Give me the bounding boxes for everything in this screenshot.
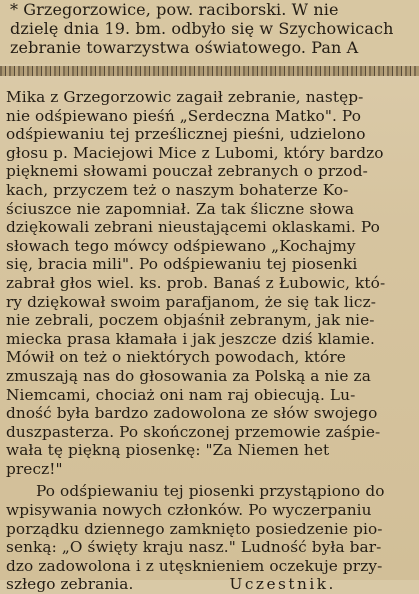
text-line: Niemcami, chociaż oni nam raj obiecują. Lu- xyxy=(6,385,356,404)
article-body xyxy=(0,88,419,594)
text-line: dność była bardzo zadowolona ze słów swojego xyxy=(6,404,378,423)
fragment-line: zebranie towarzystwa oświatowego. Pan A xyxy=(10,38,359,57)
text-line: ściuszce nie zapomniał. Za tak śliczne słowa xyxy=(6,199,355,218)
text-line: odśpiewaniu tej prześlicznej pieśni, udzielono xyxy=(6,125,366,144)
text-line: wpisywania nowych członków. Po wyczerpaniu xyxy=(6,501,372,520)
text-line: zmuszają nas do głosowania za Polską a nie za xyxy=(6,366,371,385)
fragment-line: dzielę dnia 19. bm. odbyło się w Szychowicach xyxy=(10,19,394,38)
text-line: Mówił on też o niektórych powodach, które xyxy=(6,348,346,367)
text-line: porządku dziennego zamknięto posiedzenie pio- xyxy=(6,519,383,538)
text-line: precz!" xyxy=(6,459,63,478)
text-line: głosu p. Maciejowi Mice z Lubomi, który bardzo xyxy=(6,143,384,162)
text-line: duszpasterza. Po skończonej przemowie zaśpie- xyxy=(6,422,381,441)
previous-article-fragment xyxy=(0,0,419,64)
text-line: nie odśpiewano pieśń „Serdeczna Matko". Po xyxy=(6,106,362,125)
text-line: ry dziękował swoim parafjanom, że się tak licz- xyxy=(6,292,377,311)
fragment-line: * Grzegorzowice, pow. raciborski. W nie xyxy=(10,0,339,19)
text-line: słowach tego mówcy odśpiewano „Kochajmy xyxy=(6,236,356,255)
closing-text: szłego zebrania. xyxy=(6,575,134,594)
author-signature: Uczestnik. xyxy=(229,575,336,594)
text-line: się, bracia mili". Po odśpiewaniu tej piosenki xyxy=(6,255,358,274)
text-line: senką: „O święty kraju nasz." Ludność była bar- xyxy=(6,538,382,557)
closing-line xyxy=(6,575,413,594)
text-line: zabrał głos wiel. ks. prob. Banaś z Łubowic, któ- xyxy=(6,273,386,292)
text-line: dziękowali zebrani nieustającemi oklaskami. Po xyxy=(6,218,380,237)
torn-edge-divider xyxy=(0,66,419,76)
text-line: nie zebrali, poczem objaśnił zebranym, jak nie- xyxy=(6,311,375,330)
text-line: Mika z Grzegorzowic zagaił zebranie, następ- xyxy=(6,88,364,106)
text-line: Po odśpiewaniu tej piosenki przystąpiono do xyxy=(36,482,385,501)
text-line: miecka prasa kłamała i jak jeszcze dziś klamie. xyxy=(6,329,375,348)
text-line: pięknemi słowami pouczał zebranych o przod- xyxy=(6,162,368,181)
text-line: wała tę piękną piosenkę: "Za Niemen het xyxy=(6,441,330,460)
text-line: kach, przyczem też o naszym bohaterze Ko- xyxy=(6,180,349,199)
text-line: dzo zadowolona i z utęsknieniem oczekuje przy- xyxy=(6,556,383,575)
